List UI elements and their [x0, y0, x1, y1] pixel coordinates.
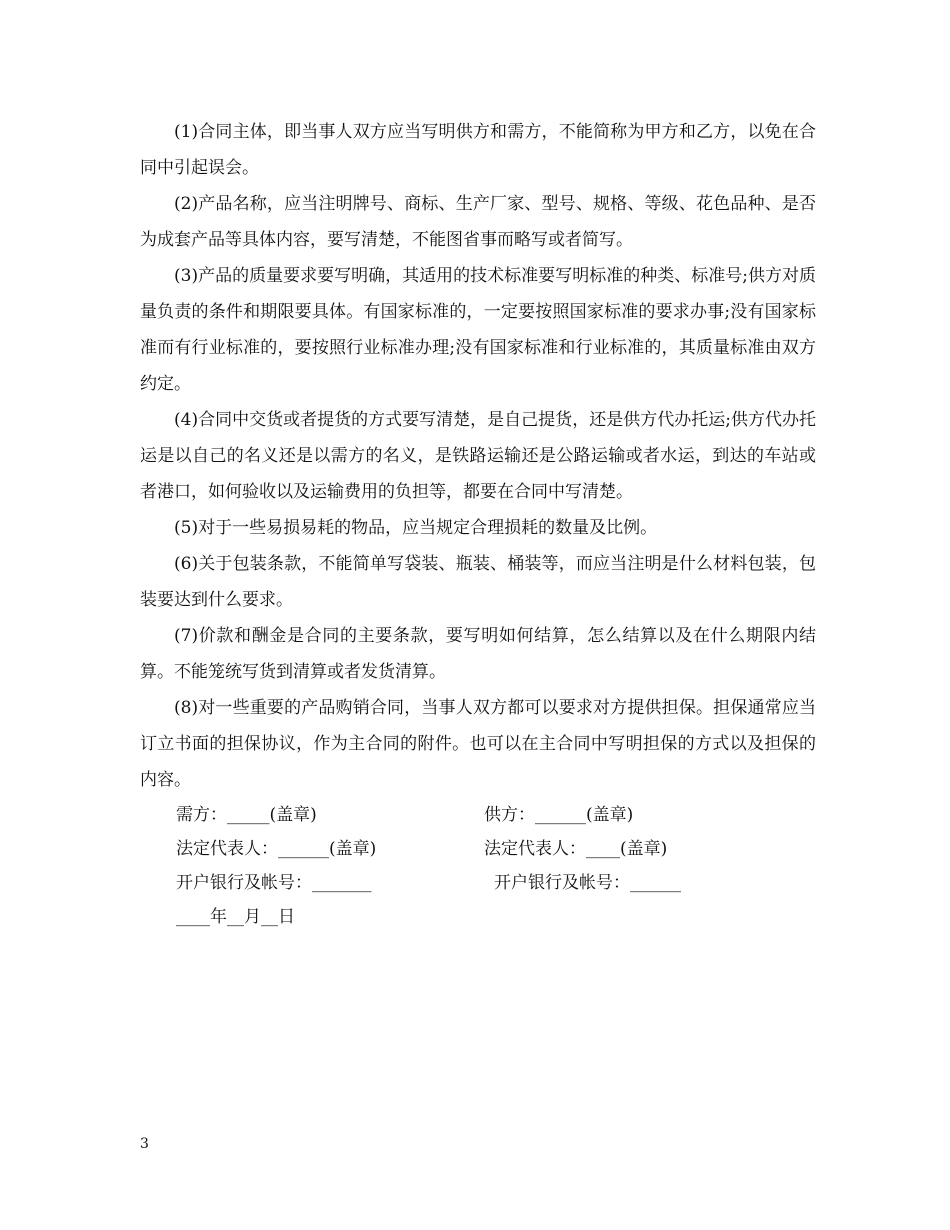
supplier-bank-line: 开户银行及帐号：______ — [494, 873, 681, 893]
document-body — [140, 114, 816, 934]
buyer-seal-line: 需方：_____(盖章) — [176, 805, 317, 825]
signature-row-date — [140, 900, 816, 934]
clause-8: (8)对一些重要的产品购销合同，当事人双方都可以要求对方提供担保。担保通常应当订立书面的担保协议，作为主合同的附件。也可以在主合同中写明担保的方式以及担保的内容。 — [140, 698, 816, 790]
clause-1: (1)合同主体，即当事人双方应当写明供方和需方，不能简称为甲方和乙方，以免在合同中引起误会。 — [140, 122, 816, 178]
clause-4: (4)合同中交货或者提货的方式要写清楚，是自己提货，还是供方代办托运;供方代办托运是以自己的名义还是以需方的名义，是铁路运输还是公路运输或者水运，到达的车站或者港口，如何验收以及运输费用的负担等，都要在合同中写清楚。 — [140, 410, 816, 502]
clause-2: (2)产品名称，应当注明牌号、商标、生产厂家、型号、规格、等级、花色品种、是否为成套产品等具体内容，要写清楚，不能图省事而略写或者简写。 — [140, 194, 816, 250]
supplier-representative-line: 法定代表人：____(盖章) — [484, 839, 668, 859]
buyer-bank-line: 开户银行及帐号：_______ — [176, 873, 372, 893]
clause-6: (6)关于包装条款，不能简单写袋装、瓶装、桶装等，而应当注明是什么材料包装，包装要达到什么要求。 — [140, 554, 816, 610]
signature-row-bank — [140, 866, 816, 900]
page-number: 3 — [140, 1136, 149, 1152]
signature-row-party — [140, 798, 816, 832]
supplier-seal-line: 供方：______(盖章) — [484, 805, 634, 825]
signature-row-representative — [140, 832, 816, 866]
buyer-representative-line: 法定代表人：______(盖章) — [176, 839, 377, 859]
date-line: ____年__月__日 — [176, 907, 295, 927]
clause-5: (5)对于一些易损易耗的物品，应当规定合理损耗的数量及比例。 — [174, 518, 658, 538]
clause-7: (7)价款和酬金是合同的主要条款，要写明如何结算，怎么结算以及在什么期限内结算。不能笼统写货到清算或者发货清算。 — [140, 626, 816, 682]
clause-3: (3)产品的质量要求要写明确，其适用的技术标准要写明标准的种类、标准号;供方对质量负责的条件和期限要具体。有国家标准的，一定要按照国家标准的要求办事;没有国家标准而有行业标准的，要按照行业标准办理;没有国家标准和行业标准的，其质量标准由双方约定。 — [140, 266, 816, 394]
